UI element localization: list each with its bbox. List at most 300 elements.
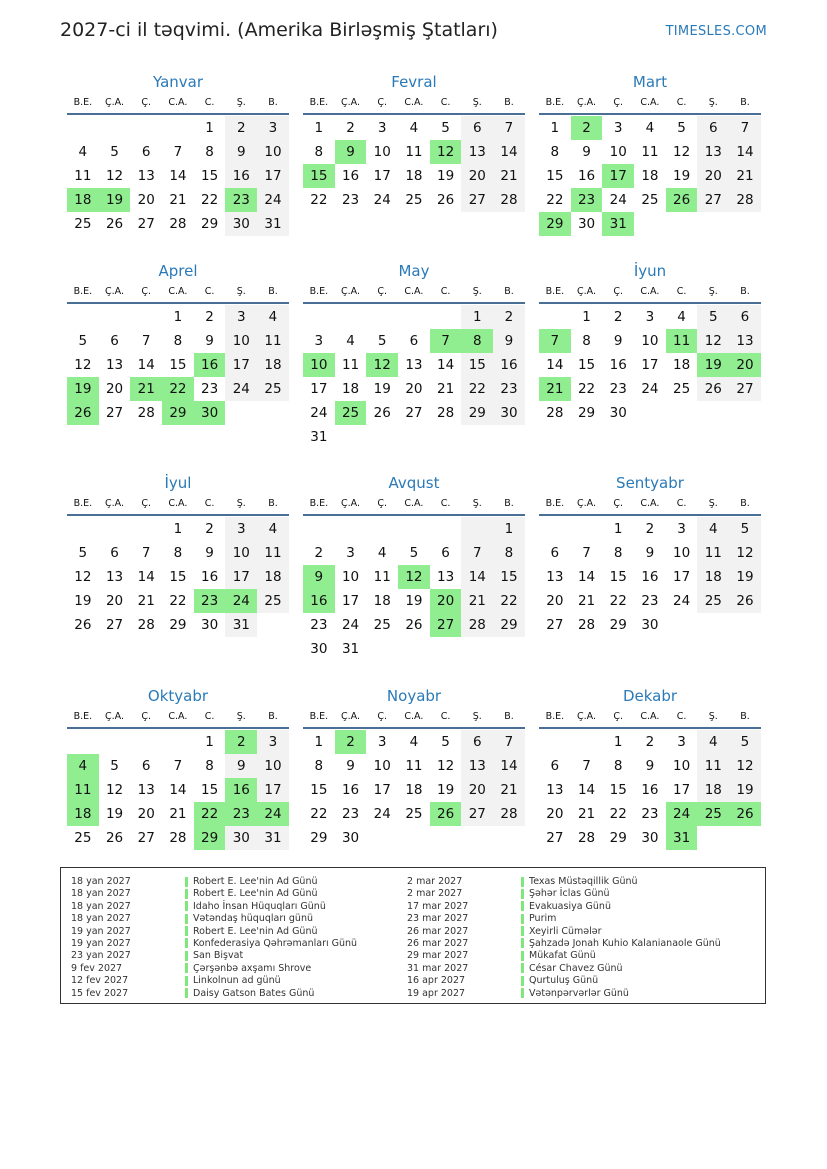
day-cell[interactable]: 13 bbox=[105, 357, 124, 373]
day-cell[interactable]: 2 bbox=[225, 116, 257, 140]
day-cell[interactable]: 20 bbox=[546, 593, 564, 609]
day-cell[interactable]: 2 bbox=[493, 305, 525, 329]
day-cell[interactable]: 5 bbox=[697, 305, 729, 329]
day-cell[interactable]: 20 bbox=[546, 806, 564, 822]
day-cell[interactable]: 31 bbox=[257, 212, 289, 236]
day-cell[interactable]: 1 bbox=[314, 120, 324, 136]
day-cell[interactable]: 20 bbox=[137, 806, 155, 822]
day-cell[interactable]: 10 bbox=[609, 144, 627, 160]
day-cell[interactable]: 5 bbox=[729, 730, 761, 754]
day-cell[interactable]: 5 bbox=[729, 517, 761, 541]
day-cell[interactable]: 28 bbox=[137, 405, 155, 421]
day-cell[interactable]: 21 bbox=[169, 806, 187, 822]
day-cell[interactable]: 17 bbox=[225, 565, 257, 589]
day-cell[interactable]: 9 bbox=[645, 758, 655, 774]
day-cell[interactable]: 22 bbox=[577, 381, 596, 397]
day-cell[interactable]: 18 bbox=[697, 565, 729, 589]
day-cell[interactable]: 15 bbox=[493, 565, 525, 589]
day-cell[interactable]: 1 bbox=[582, 309, 591, 325]
day-cell[interactable]: 27 bbox=[105, 617, 124, 633]
day-cell[interactable]: 20 bbox=[461, 778, 493, 802]
day-cell[interactable]: 3 bbox=[225, 305, 257, 329]
day-cell[interactable]: 14 bbox=[137, 569, 155, 585]
day-cell[interactable]: 30 bbox=[341, 830, 360, 846]
holiday-day-cell[interactable]: 12 bbox=[366, 353, 398, 377]
day-cell[interactable]: 17 bbox=[373, 782, 391, 798]
day-cell[interactable]: 14 bbox=[577, 569, 596, 585]
day-cell[interactable]: 2 bbox=[613, 309, 623, 325]
day-cell[interactable]: 15 bbox=[609, 569, 627, 585]
day-cell[interactable]: 10 bbox=[373, 758, 391, 774]
day-cell[interactable]: 29 bbox=[577, 405, 596, 421]
holiday-day-cell[interactable]: 20 bbox=[430, 589, 462, 613]
day-cell[interactable]: 31 bbox=[341, 641, 360, 657]
day-cell[interactable]: 5 bbox=[441, 734, 450, 750]
day-cell[interactable]: 22 bbox=[310, 192, 328, 208]
day-cell[interactable]: 29 bbox=[609, 830, 627, 846]
holiday-day-cell[interactable]: 24 bbox=[257, 802, 289, 826]
day-cell[interactable]: 5 bbox=[110, 758, 119, 774]
day-cell[interactable]: 15 bbox=[169, 569, 187, 585]
day-cell[interactable]: 23 bbox=[341, 806, 360, 822]
day-cell[interactable]: 26 bbox=[729, 589, 761, 613]
day-cell[interactable]: 22 bbox=[201, 192, 219, 208]
holiday-day-cell[interactable]: 12 bbox=[398, 565, 430, 589]
day-cell[interactable]: 25 bbox=[697, 589, 729, 613]
day-cell[interactable]: 15 bbox=[169, 357, 187, 373]
day-cell[interactable]: 28 bbox=[493, 188, 525, 212]
day-cell[interactable]: 4 bbox=[697, 730, 729, 754]
day-cell[interactable]: 17 bbox=[641, 357, 659, 373]
day-cell[interactable]: 20 bbox=[697, 164, 729, 188]
day-cell[interactable]: 27 bbox=[137, 830, 155, 846]
holiday-day-cell[interactable]: 24 bbox=[666, 802, 698, 826]
day-cell[interactable]: 18 bbox=[405, 168, 423, 184]
day-cell[interactable]: 16 bbox=[341, 782, 360, 798]
day-cell[interactable]: 24 bbox=[609, 192, 627, 208]
day-cell[interactable]: 7 bbox=[729, 116, 761, 140]
day-cell[interactable]: 24 bbox=[373, 192, 391, 208]
day-cell[interactable]: 4 bbox=[697, 517, 729, 541]
day-cell[interactable]: 6 bbox=[409, 333, 419, 349]
day-cell[interactable]: 28 bbox=[729, 188, 761, 212]
day-cell[interactable]: 3 bbox=[257, 730, 289, 754]
day-cell[interactable]: 18 bbox=[673, 357, 691, 373]
day-cell[interactable]: 14 bbox=[493, 754, 525, 778]
holiday-day-cell[interactable]: 25 bbox=[697, 802, 729, 826]
day-cell[interactable]: 29 bbox=[461, 401, 493, 425]
holiday-day-cell[interactable]: 11 bbox=[666, 329, 698, 353]
day-cell[interactable]: 12 bbox=[729, 754, 761, 778]
holiday-day-cell[interactable]: 26 bbox=[729, 802, 761, 826]
day-cell[interactable]: 27 bbox=[546, 830, 564, 846]
day-cell[interactable]: 6 bbox=[697, 116, 729, 140]
holiday-day-cell[interactable]: 25 bbox=[335, 401, 367, 425]
holiday-day-cell[interactable]: 12 bbox=[430, 140, 462, 164]
day-cell[interactable]: 28 bbox=[169, 216, 187, 232]
day-cell[interactable]: 6 bbox=[141, 144, 151, 160]
day-cell[interactable]: 23 bbox=[201, 381, 219, 397]
day-cell[interactable]: 19 bbox=[437, 168, 455, 184]
day-cell[interactable]: 7 bbox=[173, 758, 183, 774]
day-cell[interactable]: 17 bbox=[257, 164, 289, 188]
day-cell[interactable]: 10 bbox=[341, 569, 360, 585]
day-cell[interactable]: 8 bbox=[205, 758, 214, 774]
day-cell[interactable]: 17 bbox=[373, 168, 391, 184]
day-cell[interactable]: 27 bbox=[105, 405, 124, 421]
holiday-day-cell[interactable]: 29 bbox=[539, 212, 571, 236]
day-cell[interactable]: 6 bbox=[110, 545, 119, 561]
day-cell[interactable]: 8 bbox=[493, 541, 525, 565]
day-cell[interactable]: 14 bbox=[577, 782, 596, 798]
day-cell[interactable]: 10 bbox=[257, 140, 289, 164]
day-cell[interactable]: 7 bbox=[141, 333, 151, 349]
day-cell[interactable]: 4 bbox=[677, 309, 686, 325]
day-cell[interactable]: 13 bbox=[546, 569, 564, 585]
day-cell[interactable]: 21 bbox=[493, 164, 525, 188]
day-cell[interactable]: 12 bbox=[673, 144, 691, 160]
day-cell[interactable]: 14 bbox=[169, 168, 187, 184]
day-cell[interactable]: 29 bbox=[201, 216, 219, 232]
day-cell[interactable]: 19 bbox=[729, 565, 761, 589]
day-cell[interactable]: 13 bbox=[461, 754, 493, 778]
day-cell[interactable]: 30 bbox=[225, 212, 257, 236]
holiday-day-cell[interactable]: 26 bbox=[430, 802, 462, 826]
day-cell[interactable]: 11 bbox=[405, 144, 423, 160]
day-cell[interactable]: 12 bbox=[105, 168, 124, 184]
day-cell[interactable]: 24 bbox=[673, 593, 691, 609]
day-cell[interactable]: 31 bbox=[257, 826, 289, 850]
day-cell[interactable]: 13 bbox=[729, 329, 761, 353]
holiday-day-cell[interactable]: 23 bbox=[225, 188, 257, 212]
day-cell[interactable]: 27 bbox=[697, 188, 729, 212]
day-cell[interactable]: 25 bbox=[405, 192, 423, 208]
day-cell[interactable]: 1 bbox=[205, 734, 214, 750]
day-cell[interactable]: 19 bbox=[405, 593, 423, 609]
day-cell[interactable]: 9 bbox=[582, 144, 591, 160]
day-cell[interactable]: 7 bbox=[582, 545, 591, 561]
day-cell[interactable]: 28 bbox=[137, 617, 155, 633]
day-cell[interactable]: 27 bbox=[461, 188, 493, 212]
day-cell[interactable]: 2 bbox=[346, 120, 355, 136]
holiday-day-cell[interactable]: 9 bbox=[335, 140, 367, 164]
day-cell[interactable]: 15 bbox=[310, 782, 328, 798]
day-cell[interactable]: 11 bbox=[697, 754, 729, 778]
day-cell[interactable]: 13 bbox=[461, 140, 493, 164]
day-cell[interactable]: 4 bbox=[645, 120, 655, 136]
holiday-day-cell[interactable]: 19 bbox=[67, 377, 99, 401]
day-cell[interactable]: 17 bbox=[310, 381, 328, 397]
day-cell[interactable]: 15 bbox=[577, 357, 596, 373]
day-cell[interactable]: 15 bbox=[546, 168, 564, 184]
day-cell[interactable]: 25 bbox=[74, 216, 92, 232]
day-cell[interactable]: 6 bbox=[550, 545, 560, 561]
day-cell[interactable]: 13 bbox=[105, 569, 124, 585]
day-cell[interactable]: 31 bbox=[225, 613, 257, 637]
day-cell[interactable]: 7 bbox=[582, 758, 591, 774]
day-cell[interactable]: 24 bbox=[373, 806, 391, 822]
day-cell[interactable]: 3 bbox=[645, 309, 655, 325]
day-cell[interactable]: 7 bbox=[173, 144, 183, 160]
holiday-day-cell[interactable]: 23 bbox=[225, 802, 257, 826]
holiday-day-cell[interactable]: 22 bbox=[194, 802, 226, 826]
day-cell[interactable]: 16 bbox=[609, 357, 627, 373]
day-cell[interactable]: 3 bbox=[346, 545, 355, 561]
day-cell[interactable]: 13 bbox=[546, 782, 564, 798]
day-cell[interactable]: 12 bbox=[74, 357, 92, 373]
day-cell[interactable]: 1 bbox=[550, 120, 560, 136]
holiday-day-cell[interactable]: 7 bbox=[430, 329, 462, 353]
day-cell[interactable]: 1 bbox=[613, 521, 623, 537]
day-cell[interactable]: 1 bbox=[613, 734, 623, 750]
day-cell[interactable]: 1 bbox=[493, 517, 525, 541]
day-cell[interactable]: 8 bbox=[613, 545, 623, 561]
day-cell[interactable]: 6 bbox=[141, 758, 151, 774]
day-cell[interactable]: 4 bbox=[377, 545, 387, 561]
day-cell[interactable]: 19 bbox=[437, 782, 455, 798]
day-cell[interactable]: 9 bbox=[346, 758, 355, 774]
holiday-day-cell[interactable]: 16 bbox=[303, 589, 335, 613]
holiday-day-cell[interactable]: 2 bbox=[225, 730, 257, 754]
day-cell[interactable]: 6 bbox=[110, 333, 119, 349]
day-cell[interactable]: 4 bbox=[346, 333, 355, 349]
holiday-day-cell[interactable]: 2 bbox=[335, 730, 367, 754]
day-cell[interactable]: 28 bbox=[461, 613, 493, 637]
day-cell[interactable]: 24 bbox=[341, 617, 360, 633]
holiday-day-cell[interactable]: 18 bbox=[67, 188, 99, 212]
holiday-day-cell[interactable]: 31 bbox=[666, 826, 698, 850]
holiday-day-cell[interactable]: 16 bbox=[225, 778, 257, 802]
day-cell[interactable]: 4 bbox=[257, 305, 289, 329]
day-cell[interactable]: 26 bbox=[437, 192, 455, 208]
holiday-day-cell[interactable]: 27 bbox=[430, 613, 462, 637]
day-cell[interactable]: 28 bbox=[169, 830, 187, 846]
day-cell[interactable]: 12 bbox=[437, 758, 455, 774]
day-cell[interactable]: 9 bbox=[205, 333, 214, 349]
day-cell[interactable]: 3 bbox=[677, 734, 686, 750]
day-cell[interactable]: 14 bbox=[729, 140, 761, 164]
day-cell[interactable]: 14 bbox=[169, 782, 187, 798]
day-cell[interactable]: 25 bbox=[641, 192, 659, 208]
day-cell[interactable]: 20 bbox=[105, 593, 124, 609]
day-cell[interactable]: 19 bbox=[373, 381, 391, 397]
day-cell[interactable]: 1 bbox=[461, 305, 493, 329]
day-cell[interactable]: 27 bbox=[137, 216, 155, 232]
holiday-day-cell[interactable]: 11 bbox=[67, 778, 99, 802]
day-cell[interactable]: 26 bbox=[74, 617, 92, 633]
day-cell[interactable]: 10 bbox=[673, 758, 691, 774]
holiday-day-cell[interactable]: 31 bbox=[602, 212, 634, 236]
day-cell[interactable]: 9 bbox=[225, 754, 257, 778]
day-cell[interactable]: 25 bbox=[373, 617, 391, 633]
day-cell[interactable]: 1 bbox=[205, 120, 214, 136]
day-cell[interactable]: 5 bbox=[677, 120, 686, 136]
day-cell[interactable]: 5 bbox=[441, 120, 450, 136]
day-cell[interactable]: 26 bbox=[697, 377, 729, 401]
day-cell[interactable]: 13 bbox=[405, 357, 423, 373]
day-cell[interactable]: 22 bbox=[609, 593, 627, 609]
day-cell[interactable]: 30 bbox=[225, 826, 257, 850]
day-cell[interactable]: 5 bbox=[78, 333, 88, 349]
holiday-day-cell[interactable]: 23 bbox=[571, 188, 603, 212]
day-cell[interactable]: 2 bbox=[314, 545, 324, 561]
day-cell[interactable]: 24 bbox=[257, 188, 289, 212]
day-cell[interactable]: 5 bbox=[110, 144, 119, 160]
day-cell[interactable]: 6 bbox=[441, 545, 450, 561]
holiday-day-cell[interactable]: 19 bbox=[697, 353, 729, 377]
day-cell[interactable]: 18 bbox=[373, 593, 391, 609]
day-cell[interactable]: 25 bbox=[405, 806, 423, 822]
day-cell[interactable]: 11 bbox=[697, 541, 729, 565]
day-cell[interactable]: 14 bbox=[437, 357, 455, 373]
day-cell[interactable]: 5 bbox=[409, 545, 419, 561]
day-cell[interactable]: 7 bbox=[141, 545, 151, 561]
day-cell[interactable]: 15 bbox=[201, 782, 219, 798]
day-cell[interactable]: 3 bbox=[377, 120, 387, 136]
day-cell[interactable]: 8 bbox=[205, 144, 214, 160]
day-cell[interactable]: 8 bbox=[173, 545, 183, 561]
day-cell[interactable]: 14 bbox=[546, 357, 564, 373]
day-cell[interactable]: 21 bbox=[577, 806, 596, 822]
day-cell[interactable]: 25 bbox=[673, 381, 691, 397]
day-cell[interactable]: 8 bbox=[314, 758, 324, 774]
day-cell[interactable]: 6 bbox=[461, 730, 493, 754]
day-cell[interactable]: 30 bbox=[493, 401, 525, 425]
day-cell[interactable]: 19 bbox=[673, 168, 691, 184]
day-cell[interactable]: 22 bbox=[461, 377, 493, 401]
day-cell[interactable]: 21 bbox=[577, 593, 596, 609]
day-cell[interactable]: 3 bbox=[677, 521, 686, 537]
holiday-day-cell[interactable]: 21 bbox=[130, 377, 162, 401]
day-cell[interactable]: 9 bbox=[493, 329, 525, 353]
holiday-day-cell[interactable]: 7 bbox=[539, 329, 571, 353]
day-cell[interactable]: 16 bbox=[641, 782, 659, 798]
day-cell[interactable]: 21 bbox=[169, 192, 187, 208]
day-cell[interactable]: 25 bbox=[74, 830, 92, 846]
day-cell[interactable]: 1 bbox=[173, 309, 183, 325]
day-cell[interactable]: 14 bbox=[493, 140, 525, 164]
day-cell[interactable]: 28 bbox=[493, 802, 525, 826]
day-cell[interactable]: 27 bbox=[405, 405, 423, 421]
day-cell[interactable]: 4 bbox=[78, 144, 88, 160]
day-cell[interactable]: 10 bbox=[225, 329, 257, 353]
day-cell[interactable]: 2 bbox=[645, 734, 655, 750]
day-cell[interactable]: 4 bbox=[257, 517, 289, 541]
day-cell[interactable]: 12 bbox=[74, 569, 92, 585]
day-cell[interactable]: 24 bbox=[310, 405, 328, 421]
day-cell[interactable]: 28 bbox=[437, 405, 455, 421]
day-cell[interactable]: 4 bbox=[409, 120, 419, 136]
day-cell[interactable]: 17 bbox=[673, 569, 691, 585]
day-cell[interactable]: 12 bbox=[729, 541, 761, 565]
day-cell[interactable]: 20 bbox=[461, 164, 493, 188]
day-cell[interactable]: 26 bbox=[105, 830, 124, 846]
day-cell[interactable]: 23 bbox=[310, 617, 328, 633]
day-cell[interactable]: 8 bbox=[173, 333, 183, 349]
day-cell[interactable]: 13 bbox=[137, 168, 155, 184]
day-cell[interactable]: 6 bbox=[729, 305, 761, 329]
day-cell[interactable]: 30 bbox=[577, 216, 596, 232]
day-cell[interactable]: 31 bbox=[310, 429, 328, 445]
day-cell[interactable]: 30 bbox=[641, 617, 659, 633]
day-cell[interactable]: 9 bbox=[225, 140, 257, 164]
day-cell[interactable]: 18 bbox=[405, 782, 423, 798]
day-cell[interactable]: 3 bbox=[377, 734, 387, 750]
day-cell[interactable]: 30 bbox=[201, 617, 219, 633]
day-cell[interactable]: 15 bbox=[201, 168, 219, 184]
day-cell[interactable]: 26 bbox=[373, 405, 391, 421]
holiday-day-cell[interactable]: 21 bbox=[539, 377, 571, 401]
day-cell[interactable]: 26 bbox=[105, 216, 124, 232]
day-cell[interactable]: 16 bbox=[641, 569, 659, 585]
day-cell[interactable]: 5 bbox=[377, 333, 387, 349]
day-cell[interactable]: 1 bbox=[173, 521, 183, 537]
day-cell[interactable]: 11 bbox=[341, 357, 360, 373]
day-cell[interactable]: 6 bbox=[461, 116, 493, 140]
day-cell[interactable]: 6 bbox=[550, 758, 560, 774]
day-cell[interactable]: 25 bbox=[257, 589, 289, 613]
day-cell[interactable]: 5 bbox=[78, 545, 88, 561]
day-cell[interactable]: 29 bbox=[609, 617, 627, 633]
day-cell[interactable]: 21 bbox=[729, 164, 761, 188]
day-cell[interactable]: 17 bbox=[257, 778, 289, 802]
day-cell[interactable]: 27 bbox=[461, 802, 493, 826]
day-cell[interactable]: 19 bbox=[74, 593, 92, 609]
day-cell[interactable]: 28 bbox=[577, 617, 596, 633]
holiday-day-cell[interactable]: 20 bbox=[729, 353, 761, 377]
day-cell[interactable]: 9 bbox=[613, 333, 623, 349]
holiday-day-cell[interactable]: 29 bbox=[194, 826, 226, 850]
day-cell[interactable]: 3 bbox=[225, 517, 257, 541]
day-cell[interactable]: 17 bbox=[225, 353, 257, 377]
day-cell[interactable]: 2 bbox=[205, 521, 214, 537]
day-cell[interactable]: 22 bbox=[493, 589, 525, 613]
day-cell[interactable]: 24 bbox=[225, 377, 257, 401]
day-cell[interactable]: 20 bbox=[105, 381, 124, 397]
day-cell[interactable]: 7 bbox=[493, 730, 525, 754]
day-cell[interactable]: 2 bbox=[205, 309, 214, 325]
day-cell[interactable]: 18 bbox=[257, 353, 289, 377]
day-cell[interactable]: 11 bbox=[257, 541, 289, 565]
day-cell[interactable]: 30 bbox=[609, 405, 627, 421]
day-cell[interactable]: 3 bbox=[613, 120, 623, 136]
day-cell[interactable]: 17 bbox=[673, 782, 691, 798]
brand-logo[interactable]: TIMESLES.COM bbox=[665, 24, 767, 39]
holiday-day-cell[interactable]: 30 bbox=[194, 401, 226, 425]
day-cell[interactable]: 14 bbox=[137, 357, 155, 373]
day-cell[interactable]: 30 bbox=[310, 641, 328, 657]
day-cell[interactable]: 13 bbox=[437, 569, 455, 585]
day-cell[interactable]: 23 bbox=[641, 593, 659, 609]
day-cell[interactable]: 8 bbox=[314, 144, 324, 160]
day-cell[interactable]: 9 bbox=[645, 545, 655, 561]
holiday-day-cell[interactable]: 26 bbox=[67, 401, 99, 425]
holiday-day-cell[interactable]: 2 bbox=[571, 116, 603, 140]
day-cell[interactable]: 25 bbox=[257, 377, 289, 401]
day-cell[interactable]: 26 bbox=[405, 617, 423, 633]
holiday-day-cell[interactable]: 22 bbox=[162, 377, 194, 401]
day-cell[interactable]: 2 bbox=[645, 521, 655, 537]
day-cell[interactable]: 10 bbox=[373, 144, 391, 160]
holiday-day-cell[interactable]: 16 bbox=[194, 353, 226, 377]
day-cell[interactable]: 10 bbox=[641, 333, 659, 349]
holiday-day-cell[interactable]: 9 bbox=[303, 565, 335, 589]
holiday-day-cell[interactable]: 23 bbox=[194, 589, 226, 613]
day-cell[interactable]: 29 bbox=[169, 617, 187, 633]
day-cell[interactable]: 23 bbox=[609, 381, 627, 397]
day-cell[interactable]: 3 bbox=[257, 116, 289, 140]
day-cell[interactable]: 18 bbox=[697, 778, 729, 802]
